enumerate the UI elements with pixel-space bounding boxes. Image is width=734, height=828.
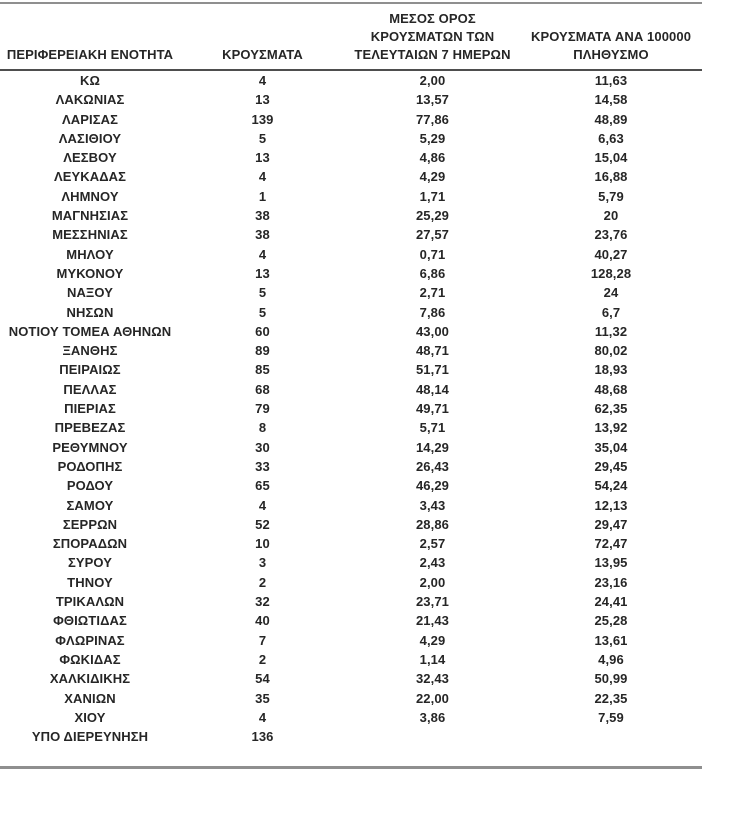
cell-per100k: 72,47 [594, 536, 628, 552]
cell-region: ΛΗΜΝΟΥ [61, 188, 119, 204]
cell-per100k: 24,41 [594, 594, 628, 610]
cell-avg7: 0,71 [419, 246, 446, 262]
table-row [0, 110, 702, 129]
cell-avg7: 14,29 [415, 439, 450, 455]
cell-avg7: 3,86 [419, 709, 446, 725]
regional-cases-table [0, 4, 702, 746]
cell-region: ΛΑΡΙΣΑΣ [61, 111, 119, 127]
cell-per100k: 80,02 [594, 343, 628, 359]
cell-avg7: 2,71 [419, 285, 446, 301]
cell-avg7: 51,71 [415, 362, 450, 378]
cell-avg7 [345, 727, 520, 746]
cell-avg7: 25,29 [415, 208, 450, 224]
cell-per100k: 24 [603, 285, 619, 301]
cell-cases: 32 [255, 594, 270, 610]
cell-avg7: 32,43 [415, 671, 450, 687]
table-row [0, 322, 702, 341]
cell-per100k: 29,45 [594, 458, 628, 474]
cell-avg7: 46,29 [415, 478, 450, 494]
cell-avg7: 4,29 [419, 169, 446, 185]
cell-cases: 54 [255, 671, 270, 687]
cell-region: ΞΑΝΘΗΣ [62, 343, 118, 359]
cell-region: ΤΗΝΟΥ [67, 574, 113, 590]
table-row [0, 225, 702, 244]
cell-per100k: 13,92 [594, 420, 628, 436]
cell-per100k: 13,95 [594, 555, 628, 571]
cell-cases: 7 [258, 632, 267, 648]
table-row [0, 631, 702, 650]
cell-avg7: 23,71 [415, 594, 450, 610]
table-row [0, 650, 702, 669]
cell-cases: 89 [255, 343, 270, 359]
cell-per100k: 18,93 [594, 362, 628, 378]
cell-cases: 13 [255, 92, 270, 108]
table-row [0, 592, 702, 611]
table-row [0, 669, 702, 688]
cell-per100k: 6,7 [601, 304, 621, 320]
cell-cases: 3 [258, 555, 267, 571]
cell-region: ΛΑΣΙΘΙΟΥ [58, 130, 122, 146]
cell-per100k: 16,88 [594, 169, 628, 185]
cell-per100k: 23,16 [594, 574, 628, 590]
header-cell-region [0, 4, 180, 70]
cell-avg7: 22,00 [415, 690, 450, 706]
header-line: ΤΕΛΕΥΤΑΙΩΝ 7 ΗΜΕΡΩΝ [354, 47, 511, 62]
table-header [0, 4, 702, 70]
cell-per100k: 48,89 [594, 111, 628, 127]
cell-avg7: 5,29 [419, 130, 446, 146]
header-line: ΚΡΟΥΣΜΑΤΑ [222, 47, 303, 62]
cell-per100k: 22,35 [594, 690, 628, 706]
cell-region: ΤΡΙΚΑΛΩΝ [55, 594, 125, 610]
table-row [0, 611, 702, 630]
cell-region: ΛΑΚΩΝΙΑΣ [55, 92, 125, 108]
cell-cases: 4 [258, 497, 267, 513]
table-row [0, 476, 702, 495]
cell-cases: 1 [258, 188, 267, 204]
cell-cases: 38 [255, 227, 270, 243]
cell-avg7: 28,86 [415, 516, 450, 532]
cell-region: ΡΕΘΥΜΝΟΥ [52, 439, 128, 455]
cell-region: ΛΕΣΒΟΥ [63, 150, 117, 166]
header-line: ΜΕΣΟΣ ΟΡΟΣ [389, 11, 476, 26]
cell-region: ΝΟΤΙΟΥ ΤΟΜΕΑ ΑΘΗΝΩΝ [8, 323, 172, 339]
cell-avg7: 4,29 [419, 632, 446, 648]
table-row [0, 438, 702, 457]
cell-per100k: 20 [603, 208, 619, 224]
header-cell-per100k [520, 4, 702, 70]
cell-cases: 5 [258, 130, 267, 146]
header-cell-avg7 [345, 4, 520, 70]
cell-avg7: 5,71 [419, 420, 446, 436]
cell-per100k: 54,24 [594, 478, 628, 494]
table-row [0, 70, 702, 90]
cell-region: ΣΑΜΟΥ [66, 497, 114, 513]
cell-per100k: 6,63 [598, 130, 624, 146]
cell-cases: 65 [255, 478, 270, 494]
table-row [0, 206, 702, 225]
cell-cases: 35 [255, 690, 270, 706]
cell-cases: 5 [258, 285, 267, 301]
cell-per100k: 15,04 [594, 150, 628, 166]
cell-cases: 139 [251, 111, 274, 127]
cell-region: ΥΠΟ ΔΙΕΡΕΥΝΗΣΗ [31, 729, 149, 745]
cell-region: ΦΩΚΙΔΑΣ [59, 651, 121, 667]
header-line: ΚΡΟΥΣΜΑΤΑ ΑΝΑ 100000 [530, 29, 692, 44]
cell-per100k: 25,28 [594, 613, 628, 629]
cell-per100k: 5,79 [598, 188, 624, 204]
table-row [0, 187, 702, 206]
cell-cases: 4 [258, 709, 267, 725]
cell-region: ΜΕΣΣΗΝΙΑΣ [52, 227, 128, 243]
table-row [0, 245, 702, 264]
table-row [0, 573, 702, 592]
cell-per100k: 14,58 [594, 92, 628, 108]
table-row [0, 148, 702, 167]
cell-avg7: 2,43 [419, 555, 446, 571]
cell-region: ΠΡΕΒΕΖΑΣ [54, 420, 126, 436]
cell-avg7: 4,86 [419, 150, 446, 166]
cell-per100k: 4,96 [598, 651, 624, 667]
cell-region: ΝΗΣΩΝ [66, 304, 114, 320]
cell-avg7: 2,57 [419, 536, 446, 552]
cell-region: ΣΥΡΟΥ [67, 555, 113, 571]
table-body [0, 70, 702, 746]
cell-avg7: 43,00 [415, 323, 450, 339]
cell-per100k: 128,28 [590, 265, 632, 281]
cell-region: ΠΙΕΡΙΑΣ [64, 401, 116, 417]
table-row [0, 380, 702, 399]
table-row [0, 360, 702, 379]
cell-region: ΠΕΛΛΑΣ [63, 381, 117, 397]
cell-cases: 4 [258, 169, 267, 185]
cell-per100k: 29,47 [594, 516, 628, 532]
table-row [0, 341, 702, 360]
table-row [0, 457, 702, 476]
bottom-rule [0, 766, 702, 769]
cell-per100k: 40,27 [594, 246, 628, 262]
cell-avg7: 77,86 [415, 111, 450, 127]
cell-region: ΡΟΔΟΠΗΣ [57, 458, 123, 474]
header-cell-cases [180, 4, 345, 70]
cell-per100k: 11,32 [594, 323, 628, 339]
cell-region: ΝΑΞΟΥ [66, 285, 114, 301]
cell-region: ΜΗΛΟΥ [66, 246, 114, 262]
cell-per100k: 62,35 [594, 401, 628, 417]
cell-per100k [520, 727, 702, 746]
table-row [0, 727, 702, 746]
cell-per100k: 13,61 [594, 632, 628, 648]
cell-region: ΦΘΙΩΤΙΔΑΣ [53, 613, 127, 629]
cell-cases: 8 [258, 420, 267, 436]
cell-region: ΧΙΟΥ [74, 709, 106, 725]
cell-cases: 30 [255, 439, 270, 455]
cell-region: ΛΕΥΚΑΔΑΣ [53, 169, 127, 185]
header-line: ΠΛΗΘΥΣΜΟ [573, 47, 649, 62]
cell-cases: 10 [255, 536, 270, 552]
cell-region: ΣΠΟΡΑΔΩΝ [52, 536, 128, 552]
cell-cases: 33 [255, 458, 270, 474]
cell-cases: 38 [255, 208, 270, 224]
table-row [0, 90, 702, 109]
table-row [0, 515, 702, 534]
cell-avg7: 49,71 [415, 401, 450, 417]
cell-avg7: 27,57 [415, 227, 450, 243]
table-row [0, 264, 702, 283]
cell-cases: 68 [255, 381, 270, 397]
cell-cases: 5 [258, 304, 267, 320]
cell-cases: 4 [258, 73, 267, 88]
cell-avg7: 1,71 [419, 188, 446, 204]
cell-region: ΜΑΓΝΗΣΙΑΣ [51, 208, 129, 224]
cell-avg7: 13,57 [415, 92, 450, 108]
cell-region: ΣΕΡΡΩΝ [62, 516, 118, 532]
cell-per100k: 7,59 [598, 709, 624, 725]
table-row [0, 689, 702, 708]
cell-cases: 4 [258, 246, 267, 262]
cell-avg7: 3,43 [419, 497, 446, 513]
cell-avg7: 21,43 [415, 613, 450, 629]
table-row [0, 399, 702, 418]
cell-region: ΧΑΛΚΙΔΙΚΗΣ [49, 671, 131, 687]
header-line: ΚΡΟΥΣΜΑΤΩΝ ΤΩΝ [370, 29, 495, 44]
table-row [0, 708, 702, 727]
cell-avg7: 26,43 [415, 458, 450, 474]
cell-per100k: 35,04 [594, 439, 628, 455]
table-row [0, 167, 702, 186]
cell-cases: 52 [255, 516, 270, 532]
cell-avg7: 6,86 [419, 265, 446, 281]
cell-cases: 60 [255, 323, 270, 339]
cell-avg7: 2,00 [419, 574, 446, 590]
table-row [0, 303, 702, 322]
cell-per100k: 12,13 [594, 497, 628, 513]
cell-per100k: 23,76 [594, 227, 628, 243]
cell-region: ΜΥΚΟΝΟΥ [56, 265, 124, 281]
table-row [0, 553, 702, 572]
cell-avg7: 48,14 [415, 381, 450, 397]
cell-region: ΧΑΝΙΩΝ [64, 690, 116, 706]
cell-avg7: 7,86 [419, 304, 446, 320]
cell-region: ΦΛΩΡΙΝΑΣ [55, 632, 125, 648]
cell-per100k: 48,68 [594, 381, 628, 397]
cell-avg7: 1,14 [419, 651, 446, 667]
cell-cases: 136 [251, 729, 274, 745]
cell-cases: 13 [255, 150, 270, 166]
cell-per100k: 50,99 [594, 671, 628, 687]
table-row [0, 418, 702, 437]
cell-cases: 40 [255, 613, 270, 629]
table-row [0, 283, 702, 302]
header-line: ΠΕΡΙΦΕΡΕΙΑΚΗ ΕΝΟΤΗΤΑ [6, 47, 174, 62]
table-row [0, 129, 702, 148]
cell-cases: 85 [255, 362, 270, 378]
table-row [0, 534, 702, 553]
cell-avg7: 48,71 [415, 343, 450, 359]
cell-cases: 13 [255, 265, 270, 281]
cell-cases: 2 [258, 574, 267, 590]
cell-cases: 79 [255, 401, 270, 417]
cell-cases: 2 [258, 651, 267, 667]
cell-region: ΡΟΔΟΥ [66, 478, 114, 494]
header-row [0, 4, 702, 70]
cell-region: ΠΕΙΡΑΙΩΣ [59, 362, 121, 378]
cell-avg7: 2,00 [419, 73, 446, 88]
cell-per100k: 11,63 [594, 73, 628, 88]
cell-region: ΚΩ [79, 73, 100, 88]
table-row [0, 496, 702, 515]
